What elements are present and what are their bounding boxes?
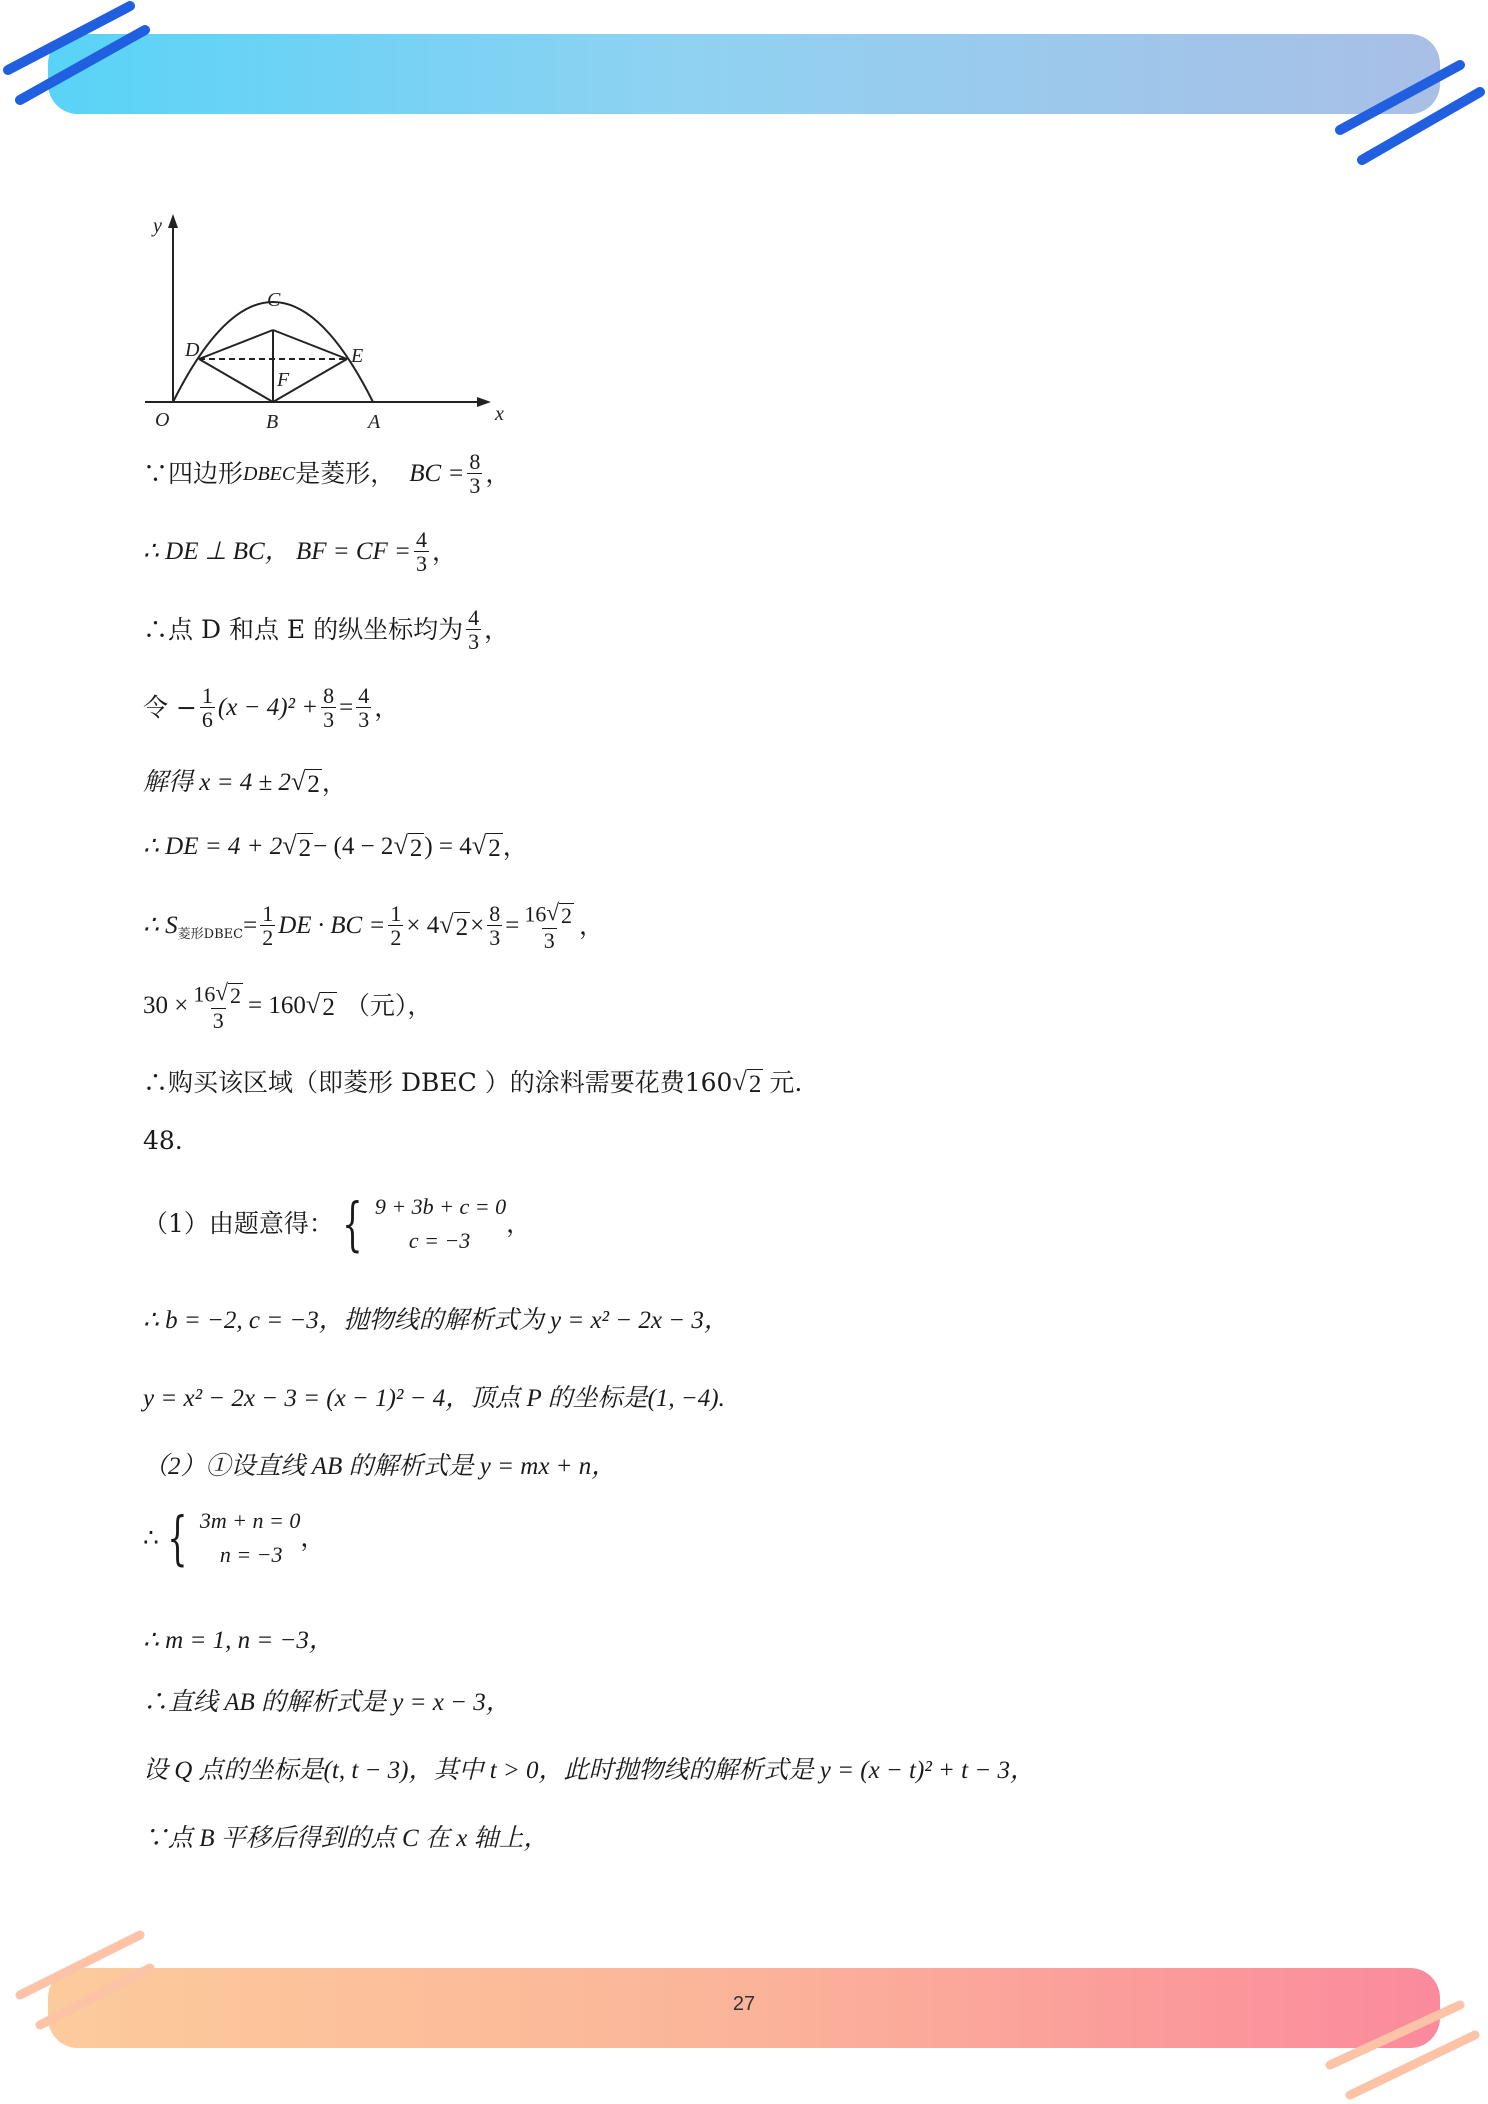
line-solve-x <box>143 766 347 800</box>
parabola-rhombus-figure <box>143 212 503 437</box>
line-q-coordinates <box>143 1756 1035 1786</box>
fraction: $\frac{1}{6}$ <box>201 683 213 733</box>
text: ， <box>300 1523 326 1553</box>
stripe-top-left-2 <box>20 30 145 100</box>
math: ∴ S <box>143 911 178 939</box>
line-part1 <box>143 1190 531 1258</box>
segment-db <box>199 359 273 402</box>
label-y: y <box>153 215 162 237</box>
segment-ce <box>273 330 347 359</box>
math: = <box>339 693 354 721</box>
stripe-top-right-2 <box>1362 92 1480 160</box>
text: （1）由题意得： <box>143 1209 334 1239</box>
fraction: $\frac{1}{2}$ <box>390 901 402 951</box>
label-d: D <box>185 339 200 361</box>
stripe-top-left-1 <box>8 6 130 70</box>
equation-system: { 9 + 3b + c = 0 c = −3 <box>342 1190 507 1259</box>
line-area <box>143 900 604 952</box>
sqrt: √ 2 <box>290 767 320 798</box>
math: = <box>243 911 258 939</box>
math: = 160 <box>248 991 306 1019</box>
fraction: $\frac{4}{3}$ <box>468 605 480 655</box>
line-m-n-values <box>143 1626 334 1656</box>
fraction: $\frac{1}{2}$ <box>262 901 274 951</box>
sqrt: √ 2 <box>439 909 469 941</box>
line-part2 <box>143 1452 616 1482</box>
label-o: O <box>155 409 170 431</box>
math: = <box>505 911 520 939</box>
fraction: $\frac{8}{3}$ <box>469 449 481 499</box>
text: ∴ <box>143 1523 159 1553</box>
question-number <box>143 1126 183 1156</box>
stripe-top-right-1 <box>1340 65 1460 130</box>
math: ∴ m = 1, n = −3， <box>143 1627 334 1654</box>
math: ) = 4 <box>424 833 472 860</box>
math: y = x² − 2x − 3 = (x − 1)² − 4，顶点 P 的坐标是(1, −4). <box>143 1385 725 1412</box>
equation-system: { 3m + n = 0 n = −3 <box>167 1504 301 1573</box>
text: ∴购买该区域（即菱形 DBEC ）的涂料需要花费160 <box>143 1068 733 1097</box>
math: × 4 <box>406 911 440 939</box>
text: ， <box>502 832 528 861</box>
line-conclusion <box>143 1066 802 1100</box>
label-b: B <box>266 411 279 433</box>
line-system-mn <box>143 1504 325 1572</box>
text: ， <box>484 614 510 644</box>
text: ， <box>321 768 347 797</box>
segment-dc <box>199 330 273 359</box>
math: × <box>470 911 485 939</box>
math: BC = <box>409 459 465 487</box>
math: 解得 x = 4 ± 2 <box>143 769 291 796</box>
sqrt: √ 2 <box>732 1067 762 1098</box>
sqrt: √ 2 <box>471 831 501 862</box>
fraction: $\frac{8}{3}$ <box>489 901 501 951</box>
text: ， <box>431 536 457 566</box>
math: ∴ DE = 4 + 2 <box>143 833 283 860</box>
math: （2）①设直线 AB 的解析式是 y = mx + n， <box>143 1453 617 1480</box>
line-vertex <box>143 1384 725 1414</box>
math-name: DBEC <box>243 462 296 485</box>
fraction: $\frac{8}{3}$ <box>323 683 335 733</box>
line-b-c-values <box>143 1306 729 1336</box>
text: 是菱形， <box>295 458 396 488</box>
text: 元. <box>769 1068 803 1097</box>
fraction: 16 √ 2 3 <box>193 979 242 1033</box>
text: ， <box>506 1209 532 1239</box>
math: ∵点 B 平移后得到的点 C 在 x 轴上， <box>143 1825 549 1852</box>
label-x: x <box>495 403 504 425</box>
label-e: E <box>351 345 364 367</box>
line-ordinate <box>143 606 509 653</box>
line-cost <box>143 980 432 1032</box>
line-rhombus-given <box>143 450 510 497</box>
math: (x − 4)² + <box>217 693 319 721</box>
sqrt: √ 2 <box>393 831 423 862</box>
line-ab-expression <box>143 1688 511 1718</box>
sqrt: √ 2 <box>282 831 312 862</box>
fraction: $\frac{4}{3}$ <box>415 527 427 577</box>
label-f: F <box>277 369 290 391</box>
text: ∵四边形 <box>143 458 244 488</box>
text: ， <box>374 692 400 722</box>
text: 48. <box>143 1126 183 1155</box>
math: DE · BC = <box>278 911 386 939</box>
subscript: 菱形DBEC <box>177 927 244 942</box>
text: 令 − <box>143 692 197 722</box>
label-a: A <box>368 411 381 433</box>
math: ∴ DE ⊥ BC， BF = CF = <box>143 537 411 565</box>
math: − (4 − 2 <box>313 833 394 860</box>
page-number: 27 <box>732 1993 756 2015</box>
label-c: C <box>267 289 281 311</box>
text: ， <box>579 910 605 940</box>
line-point-b-shift <box>143 1824 549 1854</box>
text: ∴点 D 和点 E 的纵坐标均为 <box>143 614 464 644</box>
fraction: 16 √ 2 3 <box>524 899 573 953</box>
line-de-length <box>143 830 528 864</box>
line-de-perp-bc <box>143 528 457 575</box>
line-equation <box>143 684 399 731</box>
text: （元）， <box>344 990 433 1020</box>
math: ∴直线 AB 的解析式是 y = x − 3， <box>143 1689 511 1716</box>
sqrt: √ 2 <box>305 989 335 1021</box>
text: ， <box>485 458 511 488</box>
math: 30 × <box>143 991 189 1019</box>
math: 设 Q 点的坐标是(t, t − 3)，其中 t > 0，此时抛物线的解析式是 y = (x − t)² + t − 3， <box>143 1757 1035 1784</box>
fraction: $\frac{4}{3}$ <box>358 683 370 733</box>
math: ∴ b = −2, c = −3，抛物线的解析式为 y = x² − 2x − 3， <box>143 1307 729 1334</box>
